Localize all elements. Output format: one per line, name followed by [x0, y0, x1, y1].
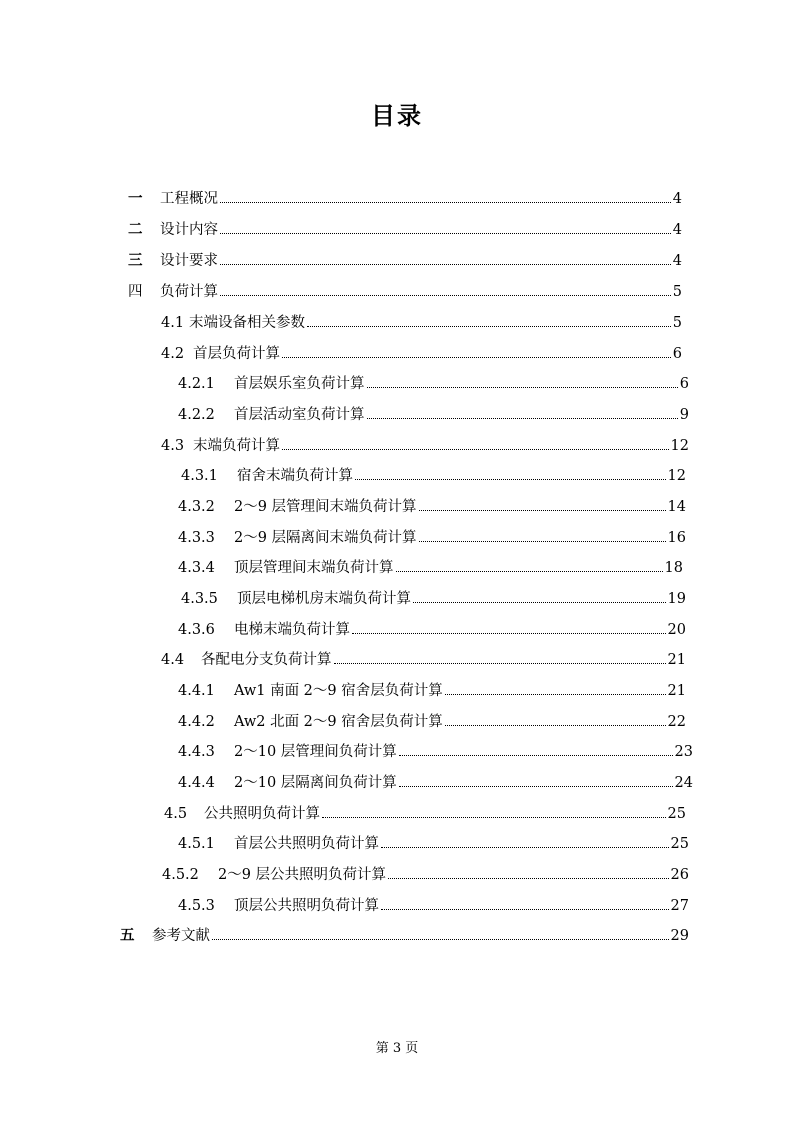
toc-entry-page: 5 [672, 284, 682, 300]
toc-entry-title: 设计要求 [160, 253, 218, 269]
toc-entry-title: 末端负荷计算 [193, 438, 280, 454]
toc-entry-page: 21 [667, 683, 686, 699]
toc-entry-page: 24 [674, 775, 693, 791]
toc-entry-title: 设计内容 [160, 222, 218, 238]
dot-leader [419, 501, 666, 511]
toc-entry-page: 6 [672, 346, 682, 362]
toc-entry-title: 2～10 层管理间负荷计算 [234, 744, 397, 760]
toc-entry-page: 14 [667, 499, 686, 515]
toc-entry[interactable] [161, 648, 686, 672]
toc-entry-page: 23 [674, 744, 693, 760]
toc-entry-number: 4.2.2 [178, 407, 215, 423]
toc-entry-number: 4.4.3 [178, 744, 215, 760]
dot-leader [322, 808, 666, 818]
toc-entry[interactable] [178, 618, 686, 642]
toc-entry-number: 4.2 [161, 346, 185, 362]
dot-leader [307, 317, 671, 327]
dot-leader [399, 746, 673, 756]
toc-entry-page: 9 [679, 407, 689, 423]
toc-entry-page: 6 [679, 376, 689, 392]
toc-entry-title: 工程概况 [160, 191, 218, 207]
dot-leader [381, 900, 669, 910]
toc-entry-number: 4.5 [164, 806, 188, 822]
toc-entry-title: 首层活动室负荷计算 [234, 407, 365, 423]
toc-entry-page: 4 [672, 253, 682, 269]
toc-entry-page: 19 [667, 591, 686, 607]
toc-entry[interactable] [178, 710, 686, 734]
toc-entry-number: 4.4 [161, 652, 185, 668]
toc-entry-page: 26 [670, 867, 689, 883]
toc-entry[interactable] [128, 249, 682, 273]
toc-entry[interactable] [161, 342, 682, 366]
toc-entry[interactable] [178, 495, 686, 519]
dot-leader [388, 869, 668, 879]
toc-entry-title: 顶层电梯机房末端负荷计算 [237, 591, 411, 607]
toc-entry-number: 五 [120, 928, 135, 944]
dot-leader [367, 409, 678, 419]
dot-leader [334, 654, 666, 664]
dot-leader [396, 562, 663, 572]
toc-entry-page: 25 [667, 806, 686, 822]
toc-entry-title: 宿舍末端负荷计算 [237, 468, 353, 484]
toc-entry-title: Aw2 北面 2～9 宿舍层负荷计算 [234, 714, 443, 730]
dot-leader [352, 624, 666, 634]
toc-entry-title: 顶层管理间末端负荷计算 [234, 560, 394, 576]
toc-entry-page: 27 [670, 898, 689, 914]
dot-leader [220, 224, 671, 234]
toc-entry-number: 4.2.1 [178, 376, 215, 392]
toc-entry[interactable] [164, 802, 686, 826]
dot-leader [399, 777, 673, 787]
page-title: 目录 [371, 102, 423, 130]
toc-entry[interactable] [128, 218, 682, 242]
toc-entry-page: 16 [667, 530, 686, 546]
toc-entry-number: 4.5.1 [178, 836, 215, 852]
toc-entry-title: 顶层公共照明负荷计算 [234, 898, 379, 914]
page-footer: 第 3 页 [375, 1041, 419, 1056]
toc-entry-title: 首层公共照明负荷计算 [234, 836, 379, 852]
dot-leader [220, 286, 671, 296]
toc-entry[interactable] [120, 924, 689, 948]
toc-entry-number: 4.3.3 [178, 530, 215, 546]
toc-entry[interactable] [128, 280, 682, 304]
toc-entry-title: 电梯末端负荷计算 [234, 622, 350, 638]
dot-leader [367, 378, 678, 388]
toc-entry-number: 4.3 [161, 438, 185, 454]
dot-leader [220, 193, 671, 203]
toc-entry-page: 29 [670, 928, 689, 944]
toc-entry-page: 5 [672, 315, 682, 331]
dot-leader [355, 470, 666, 480]
dot-leader [212, 930, 669, 940]
toc-entry-number: 4.5.3 [178, 898, 215, 914]
toc-entry-title: 公共照明负荷计算 [204, 806, 320, 822]
toc-entry[interactable] [178, 771, 693, 795]
toc-entry-number: 4.3.1 [181, 468, 218, 484]
toc-entry-title: 2～9 层公共照明负荷计算 [218, 867, 387, 883]
toc-entry[interactable] [178, 403, 689, 427]
toc-entry-title: 2～9 层隔离间末端负荷计算 [234, 530, 417, 546]
toc-entry-page: 18 [664, 560, 683, 576]
toc-entry-number: 4.5.2 [162, 867, 199, 883]
toc-entry-number: 一 [128, 191, 143, 207]
toc-entry-title: 2～10 层隔离间负荷计算 [234, 775, 397, 791]
toc-entry[interactable] [162, 863, 689, 887]
toc-entry-page: 12 [670, 438, 689, 454]
toc-entry-page: 4 [672, 222, 682, 238]
dot-leader [419, 532, 666, 542]
toc-entry-title: 参考文献 [152, 928, 210, 944]
dot-leader [381, 838, 669, 848]
toc-entry-page: 22 [667, 714, 686, 730]
toc-entry-number: 4.3.5 [181, 591, 218, 607]
dot-leader [282, 440, 669, 450]
toc-entry[interactable] [178, 372, 689, 396]
toc-entry-number: 四 [128, 284, 143, 300]
toc-entry-number: 二 [128, 222, 143, 238]
toc-entry-page: 4 [672, 191, 682, 207]
toc-entry-page: 20 [667, 622, 686, 638]
toc-entry[interactable] [161, 434, 689, 458]
toc-entry-title: 首层负荷计算 [193, 346, 280, 362]
toc-entry-number: 4.4.2 [178, 714, 215, 730]
toc-entry-page: 21 [667, 652, 686, 668]
toc-entry[interactable] [128, 187, 682, 211]
dot-leader [445, 716, 666, 726]
toc-entry-title: Aw1 南面 2～9 宿舍层负荷计算 [234, 683, 443, 699]
toc-entry[interactable] [161, 311, 682, 335]
toc-entry-number: 4.3.2 [178, 499, 215, 515]
toc-entry[interactable] [181, 464, 686, 488]
dot-leader [445, 685, 666, 695]
toc-entry[interactable] [178, 526, 686, 550]
dot-leader [220, 255, 671, 265]
toc-entry-title: 各配电分支负荷计算 [201, 652, 332, 668]
toc-entry-title: 负荷计算 [160, 284, 218, 300]
toc-entry-title: 2～9 层管理间末端负荷计算 [234, 499, 417, 515]
toc-entry-page: 12 [667, 468, 686, 484]
toc-entry-number: 4.3.4 [178, 560, 215, 576]
toc-entry[interactable] [181, 587, 686, 611]
dot-leader [413, 593, 666, 603]
toc-entry-number: 4.4.1 [178, 683, 215, 699]
toc-entry[interactable] [178, 740, 693, 764]
toc-entry-title: 末端设备相关参数 [189, 315, 305, 331]
toc-entry-number: 三 [128, 253, 143, 269]
toc-entry[interactable] [178, 894, 689, 918]
toc-entry[interactable] [178, 832, 689, 856]
toc-entry[interactable] [178, 679, 686, 703]
toc-entry-page: 25 [670, 836, 689, 852]
toc-entry-number: 4.3.6 [178, 622, 215, 638]
toc-entry-number: 4.1 [161, 315, 185, 331]
toc-entry-title: 首层娱乐室负荷计算 [234, 376, 365, 392]
toc-entry-number: 4.4.4 [178, 775, 215, 791]
dot-leader [282, 348, 671, 358]
toc-entry[interactable] [178, 556, 683, 580]
